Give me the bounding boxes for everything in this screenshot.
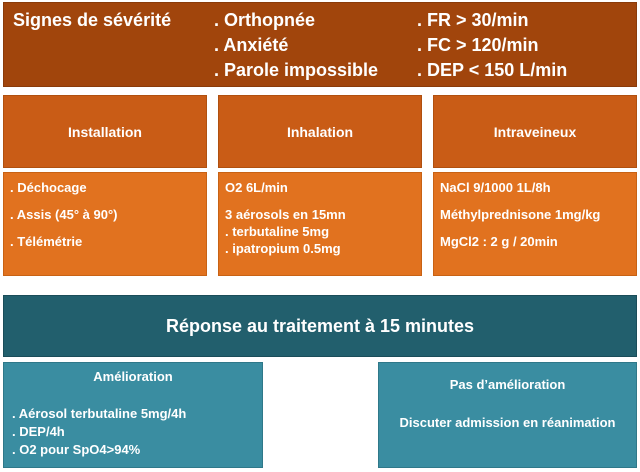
improvement-box xyxy=(3,362,263,468)
severity-title: Signes de sévérité xyxy=(13,10,172,30)
severity-sign: . DEP < 150 L/min xyxy=(417,60,568,80)
installation-header xyxy=(3,95,207,168)
installation-details xyxy=(3,172,207,276)
detail-line: . Télémétrie xyxy=(10,234,83,249)
severity-sign: . FR > 30/min xyxy=(417,10,529,30)
installation-header-label: Installation xyxy=(68,123,142,140)
detail-spacer xyxy=(440,223,630,233)
no-improvement-spacer xyxy=(379,395,636,413)
detail-line: . Déchocage xyxy=(10,180,87,195)
detail-line: 3 aérosols en 15mn xyxy=(225,207,346,222)
detail-line: O2 6L/min xyxy=(225,180,288,195)
inhalation-header xyxy=(218,95,422,168)
improvement-line: . Aérosol terbutaline 5mg/4h xyxy=(12,406,187,421)
intraveineux-header-label: Intraveineux xyxy=(493,123,577,140)
detail-line: . ipatropium 0.5mg xyxy=(225,241,341,256)
inhalation-header-label: Inhalation xyxy=(286,123,354,140)
improvement-line: . O2 pour SpO4>94% xyxy=(12,442,141,457)
detail-spacer xyxy=(10,196,200,206)
response-banner xyxy=(3,295,637,357)
intraveineux-header xyxy=(433,95,637,168)
detail-line: . terbutaline 5mg xyxy=(225,224,330,239)
detail-line: MgCl2 : 2 g / 20min xyxy=(440,234,558,249)
no-improvement-text: Discuter admission en réanimation xyxy=(399,415,616,430)
detail-spacer xyxy=(225,196,415,206)
severity-signs-box xyxy=(3,2,637,87)
improvement-line: . DEP/4h xyxy=(12,424,65,439)
severity-signs-clinical xyxy=(214,8,378,83)
severity-signs-vitals xyxy=(417,8,567,83)
detail-spacer xyxy=(440,196,630,206)
detail-spacer xyxy=(10,223,200,233)
intraveineux-details xyxy=(433,172,637,276)
severity-sign: . FC > 120/min xyxy=(417,35,539,55)
improvement-title: Amélioration xyxy=(93,369,173,384)
severity-sign: . Anxiété xyxy=(214,35,289,55)
inhalation-details xyxy=(218,172,422,276)
severity-sign: . Parole impossible xyxy=(214,60,379,80)
severity-sign: . Orthopnée xyxy=(214,10,316,30)
detail-line: Méthylprednisone 1mg/kg xyxy=(440,207,601,222)
no-improvement-title: Pas d’amélioration xyxy=(449,377,566,392)
no-improvement-box xyxy=(378,362,637,468)
improvement-spacer xyxy=(12,387,254,405)
detail-line: . Assis (45° à 90°) xyxy=(10,207,118,222)
response-title: Réponse au traitement à 15 minutes xyxy=(165,315,475,336)
detail-line: NaCl 9/1000 1L/8h xyxy=(440,180,551,195)
